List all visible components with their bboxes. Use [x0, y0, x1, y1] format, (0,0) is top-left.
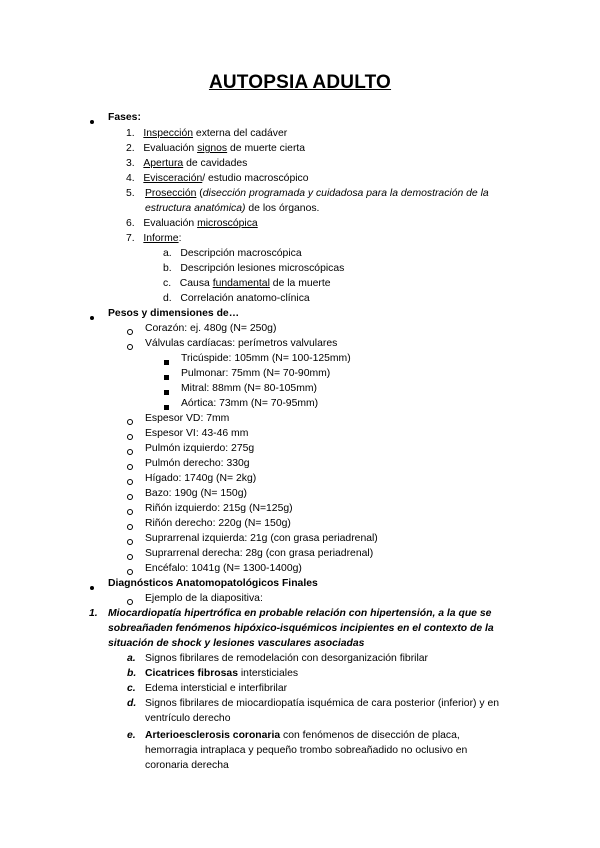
bullet-circle: [127, 415, 133, 430]
fases-item: Prosección (disección programada y cuidadosa para la demostración de la estructura anatómica) de los órganos.: [145, 188, 489, 214]
diagnosticos-heading: Diagnósticos Anatomopatológicos Finales: [108, 578, 318, 589]
sub-item: Signos fibrilares de miocardiopatía isquémica de cara posterior (inferior) y en: [145, 698, 500, 709]
pesos-item: Riñón izquierdo: 215g (N=125g): [145, 503, 293, 514]
fases-item-number: 5.: [126, 188, 135, 199]
pesos-item: Suprarrenal izquierda: 21g (con grasa periadrenal): [145, 533, 378, 544]
bullet-square: [164, 355, 169, 370]
sub-item: Signos fibrilares de remodelación con desorganización fibrilar: [145, 653, 429, 664]
pesos-item: Corazón: ej. 480g (N= 250g): [145, 323, 277, 334]
pesos-item: Hígado: 1740g (N= 2kg): [145, 473, 257, 484]
fases-item: 7. Informe:: [126, 233, 182, 244]
bullet-square: [164, 370, 169, 385]
pesos-item: Suprarrenal derecha: 28g (con grasa periadrenal): [145, 548, 374, 559]
sub-item-cont: coronaria derecha: [145, 760, 229, 771]
bullet-circle: [127, 520, 133, 535]
sub-item: Cicatrices fibrosas intersticiales: [145, 668, 299, 679]
fases-item: 2. Evaluación signos de muerte cierta: [126, 143, 306, 154]
valvula-item: Mitral: 88mm (N= 80-105mm): [181, 383, 317, 394]
bullet-circle: [127, 430, 133, 445]
pesos-item: Riñón derecho: 220g (N= 150g): [145, 518, 291, 529]
ejemplo-text: Ejemplo de la diapositiva:: [145, 593, 263, 604]
sub-letter: c.: [127, 683, 136, 694]
pesos-item: Bazo: 190g (N= 150g): [145, 488, 247, 499]
pesos-item: Espesor VD: 7mm: [145, 413, 230, 424]
pesos-item: Pulmón izquierdo: 275g: [145, 443, 255, 454]
valvula-item: Aórtica: 73mm (N= 70-95mm): [181, 398, 319, 409]
diagnostico-main: Miocardiopatía hipertrófica en probable relación con hipertensión, a la que se: [108, 608, 492, 619]
bullet-circle: [127, 475, 133, 490]
sub-letter: d.: [127, 698, 137, 709]
pesos-heading: Pesos y dimensiones de…: [108, 308, 240, 319]
diagnostico-number: 1.: [89, 608, 98, 619]
bullet-circle: [127, 550, 133, 565]
informe-item: a. Descripción macroscópica: [163, 248, 302, 259]
valvula-item: Tricúspide: 105mm (N= 100-125mm): [181, 353, 351, 364]
sub-item-cont: ventrículo derecho: [145, 713, 231, 724]
sub-item: Arterioesclerosis coronaria con fenómenos de disección de placa,: [145, 730, 460, 741]
diagnostico-main: sobreañaden fenómenos hipóxico-isquémicos incipientes en el contexto de la: [108, 623, 494, 634]
sub-item: Edema intersticial e interfibrilar: [145, 683, 288, 694]
bullet-dot: [90, 580, 94, 595]
pesos-item: Espesor VI: 43-46 mm: [145, 428, 249, 439]
sub-item-cont: hemorragia intraplaca y pequeño trombo sobreañadido no oclusivo en: [145, 745, 468, 756]
bullet-circle: [127, 505, 133, 520]
sub-letter: b.: [127, 668, 137, 679]
informe-item: c. Causa fundamental de la muerte: [163, 278, 331, 289]
bullet-circle: [127, 340, 133, 355]
sub-letter: e.: [127, 730, 136, 741]
pesos-item: Válvulas cardíacas: perímetros valvulares: [145, 338, 338, 349]
fases-item: 1. Inspección externa del cadáver: [126, 128, 288, 139]
fases-item: 3. Apertura de cavidades: [126, 158, 248, 169]
pesos-item: Pulmón derecho: 330g: [145, 458, 250, 469]
fases-heading: Fases:: [108, 112, 141, 123]
bullet-square: [164, 385, 169, 400]
fases-item: 6. Evaluación microscópica: [126, 218, 258, 229]
diagnostico-main: situación de shock y lesiones vasculares asociadas: [108, 638, 365, 649]
bullet-circle: [127, 460, 133, 475]
bullet-circle: [127, 535, 133, 550]
bullet-circle: [127, 325, 133, 340]
page-title: AUTOPSIA ADULTO: [208, 72, 392, 93]
fases-item: 4. Evisceración/ estudio macroscópico: [126, 173, 309, 184]
valvula-item: Pulmonar: 75mm (N= 70-90mm): [181, 368, 331, 379]
bullet-circle: [127, 490, 133, 505]
bullet-circle: [127, 445, 133, 460]
sub-letter: a.: [127, 653, 136, 664]
informe-item: b. Descripción lesiones microscópicas: [163, 263, 345, 274]
pesos-item: Encéfalo: 1041g (N= 1300-1400g): [145, 563, 302, 574]
informe-item: d. Correlación anatomo-clínica: [163, 293, 310, 304]
bullet-dot: [90, 310, 94, 325]
bullet-dot: [90, 114, 94, 129]
